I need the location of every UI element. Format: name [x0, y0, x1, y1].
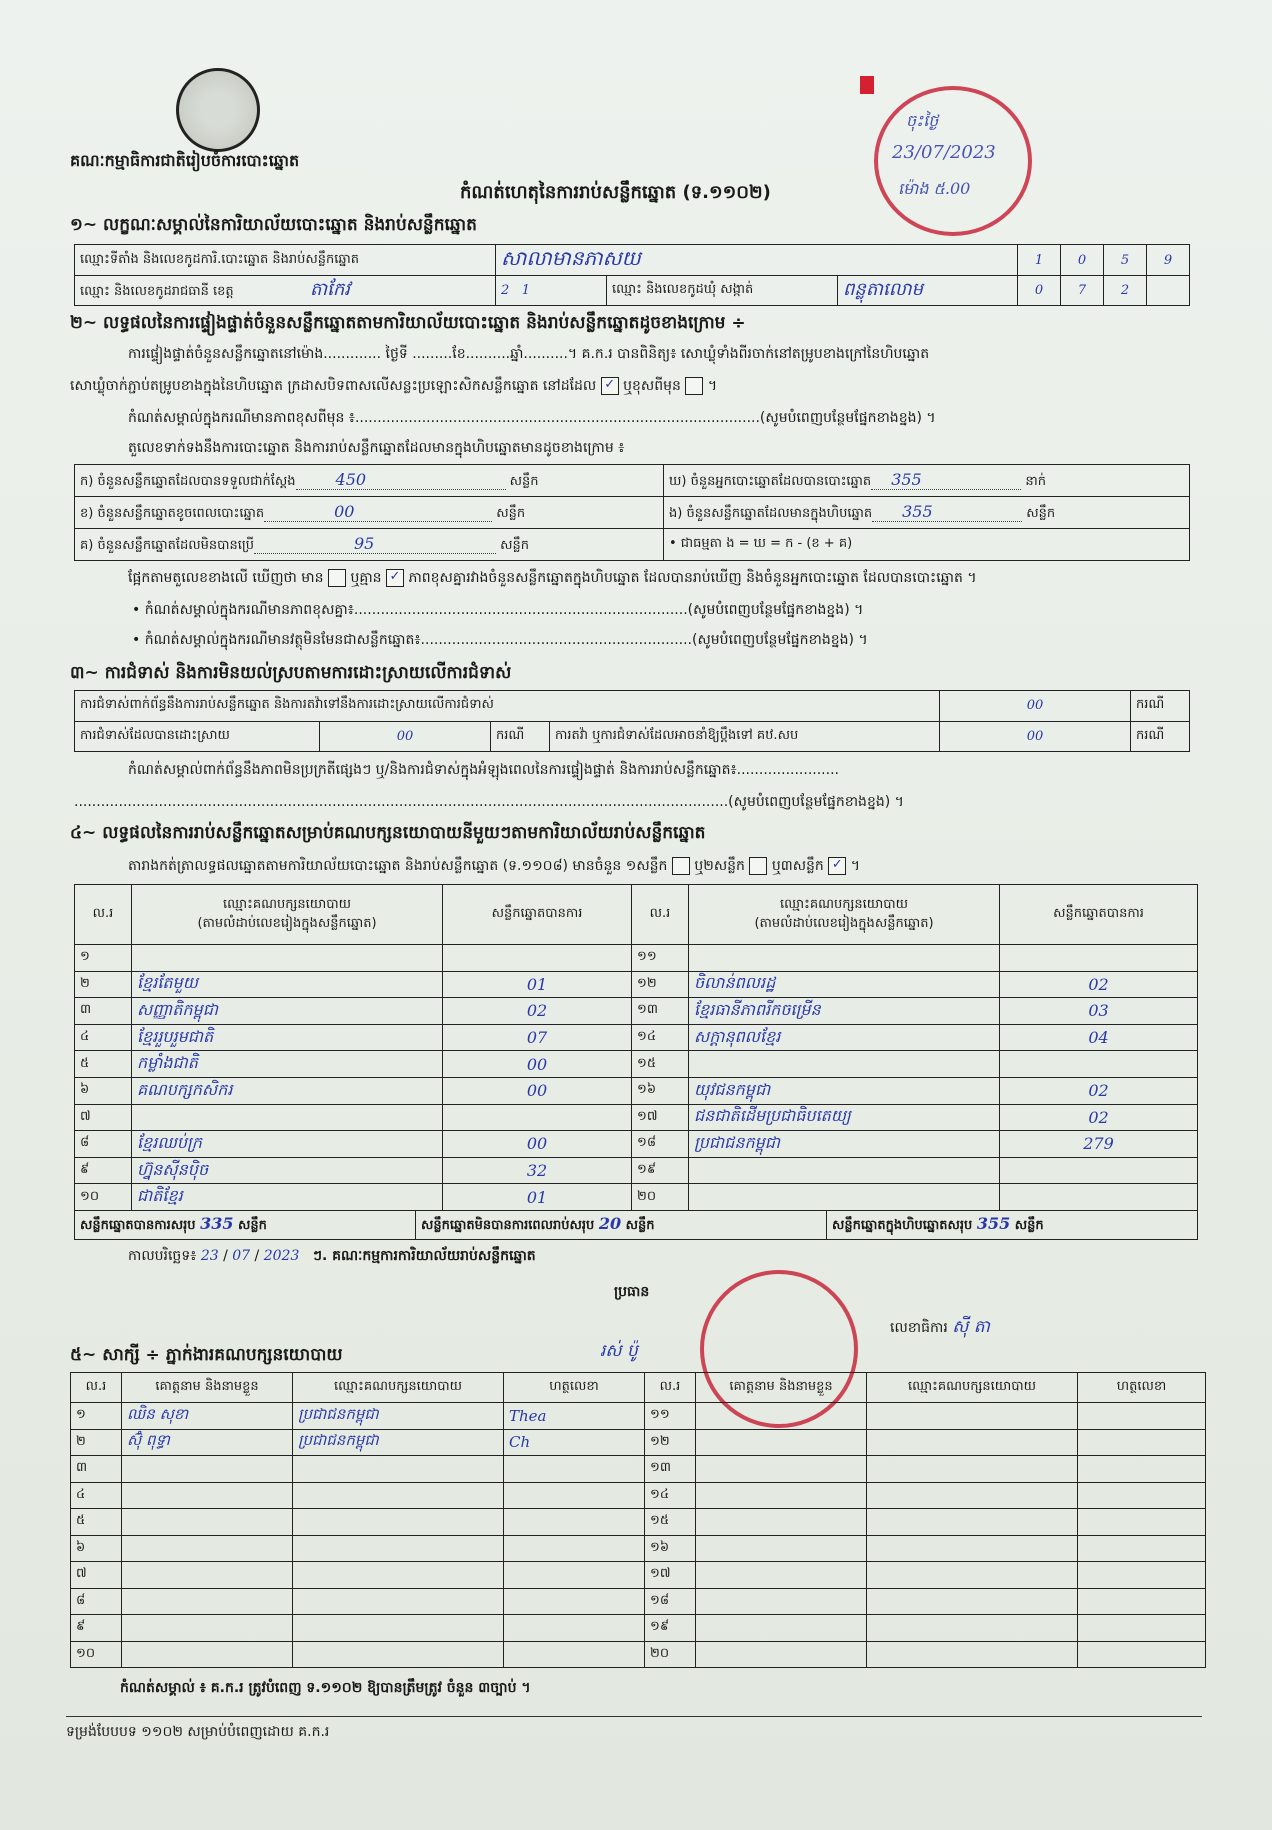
table-row — [71, 1641, 1206, 1668]
table-row — [75, 1184, 1198, 1211]
party-number: ៥ — [75, 1051, 132, 1078]
witness-party — [293, 1641, 504, 1668]
witness-signature — [1078, 1535, 1206, 1562]
witness-name — [696, 1588, 867, 1615]
witness-party — [867, 1641, 1078, 1668]
party-name: ខ្មែរធានីភាពរីកចម្រើន — [689, 998, 1000, 1025]
party-number: ១១ — [632, 945, 689, 972]
witness-party — [867, 1588, 1078, 1615]
party-name: ជនជាតិដើមប្រជាធិបតេយ្យ — [689, 1104, 1000, 1131]
witness-party — [293, 1588, 504, 1615]
witness-name — [122, 1588, 293, 1615]
witness-name — [696, 1615, 867, 1642]
table-row — [75, 1051, 1198, 1078]
footer-divider — [66, 1716, 1202, 1717]
witness-name — [122, 1615, 293, 1642]
witness-name — [696, 1403, 867, 1430]
party-votes — [443, 945, 632, 972]
table-row — [75, 1131, 1198, 1158]
witness-signature — [1078, 1403, 1206, 1430]
party-votes: 32 — [443, 1157, 632, 1184]
witness-party — [867, 1403, 1078, 1430]
total-valid-value: 335 — [200, 1214, 234, 1233]
witness-name — [122, 1535, 293, 1562]
witness-party — [867, 1535, 1078, 1562]
party-name: ចិលាន់ពលរដ្ឋ — [689, 971, 1000, 998]
witness-number: ១០ — [71, 1641, 122, 1668]
witness-party — [293, 1482, 504, 1509]
party-number: ១៨ — [632, 1131, 689, 1158]
party-number: ១៤ — [632, 1024, 689, 1051]
party-votes: 00 — [443, 1077, 632, 1104]
total-box-value: 355 — [976, 1214, 1011, 1233]
witness-name — [122, 1482, 293, 1509]
witness-signature — [504, 1588, 645, 1615]
chair-signature: រស់ ប៉ូ — [600, 1341, 638, 1361]
party-name: សក្តានុពលខ្មែរ — [689, 1024, 1000, 1051]
party-votes: 02 — [1000, 1077, 1198, 1104]
section4-title: ៤~ លទ្ធផលនៃការរាប់សន្លឹកឆ្នោតសម្រាប់គណបក្សនយោបាយនីមួយៗតាមការិយាល័យរាប់សន្លឹកឆ្នោត — [70, 823, 706, 843]
commune-name: ពន្លុតាលោម — [838, 276, 1018, 306]
table-row — [71, 1562, 1206, 1589]
witness-signature: Thea — [504, 1403, 645, 1430]
witness-signature — [1078, 1509, 1206, 1536]
witness-name: ស៊ុំ ពុទ្ធា — [122, 1429, 293, 1456]
witness-number: ៩ — [71, 1615, 122, 1642]
witness-signature — [1078, 1429, 1206, 1456]
party-number: ១៩ — [632, 1157, 689, 1184]
party-number: ១៦ — [632, 1077, 689, 1104]
party-number: ១៥ — [632, 1051, 689, 1078]
party-votes: 02 — [1000, 1104, 1198, 1131]
witness-signature — [504, 1535, 645, 1562]
witness-name — [122, 1456, 293, 1483]
witness-party — [293, 1509, 504, 1536]
witness-number: ៤ — [71, 1482, 122, 1509]
checkbox-icon[interactable]: ✓ — [386, 569, 404, 587]
witness-number: ២ — [71, 1429, 122, 1456]
witness-party — [867, 1456, 1078, 1483]
witness-signature — [1078, 1641, 1206, 1668]
party-number: ១ — [75, 945, 132, 972]
table-row — [71, 1509, 1206, 1536]
footer-form-id: ទម្រង់បែបបទ ១១០២ សម្រាប់បំពេញដោយ គ.ក.រ — [66, 1724, 330, 1740]
form-title: កំណត់ហេតុនៃការរាប់សន្លឹកឆ្នោត (ទ.១១០២) — [460, 182, 771, 203]
witness-party: ប្រជាជនកម្ពុជា — [293, 1429, 504, 1456]
party-votes — [1000, 945, 1198, 972]
secretary-signature: ស៊ី តា — [952, 1317, 990, 1337]
party-name: គណបក្សកសិករ — [132, 1077, 443, 1104]
party-name: ជាតិខ្មែរ — [132, 1184, 443, 1211]
witness-table: ល.រ គោត្តនាម និងនាមខ្លួន ឈ្មោះគណបក្សនយោបាយ ហត្ថលេខា ល.រ គោត្តនាម និងនាមខ្លួន ឈ្មោះគណបក្សនយោបាយ ហត្ថលេខា ១ ឈិន សុខា ប្រជាជនកម្ពុជា Thea ១១ ២ ស៊ុំ ពុទ្ធា ប្រជាជនកម្ពុជា Ch ១២ ៣ ១៣ ៤ ១៤ ៥ ១៥ ៦ ១៦ ៧ ១៧ ៨ ១៨ ៩ ១៩ ១០ ២០ — [70, 1372, 1206, 1668]
checkbox-icon[interactable]: ✓ — [601, 377, 619, 395]
witness-signature — [504, 1509, 645, 1536]
party-votes — [1000, 1051, 1198, 1078]
witness-number: ១២ — [645, 1429, 696, 1456]
party-votes: 01 — [443, 1184, 632, 1211]
party-votes: 02 — [443, 998, 632, 1025]
witness-party — [867, 1482, 1078, 1509]
party-name: ខ្មែរតែមួយ — [132, 971, 443, 998]
witness-name — [696, 1509, 867, 1536]
party-number: ២០ — [632, 1184, 689, 1211]
checkbox-icon[interactable] — [672, 857, 690, 875]
table-row — [71, 1615, 1206, 1642]
party-name: ហ្វ៊ុនស៊ីនប៉ិច — [132, 1157, 443, 1184]
witness-party — [293, 1535, 504, 1562]
section5-title: ៥~ សាក្សី ÷ ភ្នាក់ងារគណបក្សនយោបាយ — [70, 1345, 343, 1365]
table-row — [71, 1588, 1206, 1615]
party-name: យុវជនកម្ពុជា — [689, 1077, 1000, 1104]
party-name: ខ្មែរឈប់ក្រ — [132, 1131, 443, 1158]
witness-name — [122, 1641, 293, 1668]
totals-table: សន្លឹកឆ្នោតបានការសរុប 335 សន្លឹក សន្លឹកឆ្នោតមិនបានការពេលរាប់សរុប 20 សន្លឹក សន្លឹកឆ្នោតក្នុងហិបឆ្នោតសរុប 355 សន្លឹក — [74, 1210, 1198, 1240]
party-name — [689, 945, 1000, 972]
witness-party — [293, 1562, 504, 1589]
party-name: ប្រជាជនកម្ពុជា — [689, 1131, 1000, 1158]
section2-table: ក) ចំនួនសន្លឹកឆ្នោតដែលបានទទួលជាក់ស្តែង 450 សន្លឹក ឃ) ចំនួនអ្នកបោះឆ្នោតដែលបានបោះឆ្នោត 355 នាក់ ខ) ចំនួនសន្លឹកឆ្នោតខូចពេលបោះឆ្នោត 00 សន្លឹក ង) ចំនួនសន្លឹកឆ្នោតដែលមានក្នុងហិបឆ្នោត 355 សន្លឹក គ) ចំនួនសន្លឹកឆ្នោតដែលមិនបានប្រើ 95 សន្លឹក • ជាធម្មតា ង = ឃ = ក - (ខ + គ) — [74, 464, 1190, 561]
party-name: កម្លាំងជាតិ — [132, 1051, 443, 1078]
witness-name — [122, 1562, 293, 1589]
witness-number: ៧ — [71, 1562, 122, 1589]
party-number: ៦ — [75, 1077, 132, 1104]
party-votes — [443, 1104, 632, 1131]
total-invalid-value: 20 — [598, 1214, 622, 1233]
witness-number: ២០ — [645, 1641, 696, 1668]
party-number: ៧ — [75, 1104, 132, 1131]
witness-name: ឈិន សុខា — [122, 1403, 293, 1430]
checkbox-icon[interactable] — [328, 569, 346, 587]
checkbox-icon[interactable] — [749, 857, 767, 875]
party-name — [132, 1104, 443, 1131]
witness-number: ១៣ — [645, 1456, 696, 1483]
witness-signature — [1078, 1615, 1206, 1642]
party-number: ៣ — [75, 998, 132, 1025]
witness-party — [867, 1429, 1078, 1456]
witness-number: ១១ — [645, 1403, 696, 1430]
party-votes: 04 — [1000, 1024, 1198, 1051]
party-number: ៨ — [75, 1131, 132, 1158]
witness-name — [696, 1562, 867, 1589]
witness-party — [867, 1562, 1078, 1589]
party-name — [689, 1051, 1000, 1078]
table-row — [75, 998, 1198, 1025]
section1-table: ឈ្មោះទីតាំង និងលេខកូដការិ.បោះឆ្នោត និងរាប់សន្លឹកឆ្នោត សាលាមានភាសយ 1 0 5 9 ឈ្មោះ និងលេខកូដរាជធានី ខេត្ត តាកែវ 2 1 ឈ្មោះ និងលេខកូដឃុំ សង្កាត់ ពន្លុតាលោម 0 7 2 — [74, 244, 1190, 306]
party-number: ១២ — [632, 971, 689, 998]
party-votes — [1000, 1157, 1198, 1184]
witness-name — [696, 1429, 867, 1456]
party-votes: 07 — [443, 1024, 632, 1051]
section3-title: ៣~ ការជំទាស់ និងការមិនយល់ស្របតាមការដោះស្រាយលើការជំទាស់ — [70, 663, 512, 683]
table-row — [71, 1482, 1206, 1509]
polling-station-name: សាលាមានភាសយ — [496, 245, 1018, 276]
witness-number: ១៦ — [645, 1535, 696, 1562]
party-name — [132, 945, 443, 972]
party-votes: 00 — [443, 1051, 632, 1078]
table-row — [75, 1104, 1198, 1131]
witness-signature — [504, 1482, 645, 1509]
witness-number: ១៧ — [645, 1562, 696, 1589]
witness-number: ១ — [71, 1403, 122, 1430]
party-number: ៤ — [75, 1024, 132, 1051]
witness-name — [696, 1456, 867, 1483]
table-row — [75, 1024, 1198, 1051]
witness-signature — [1078, 1482, 1206, 1509]
witness-name — [696, 1535, 867, 1562]
witness-name — [696, 1641, 867, 1668]
party-number: ១៧ — [632, 1104, 689, 1131]
party-name — [689, 1184, 1000, 1211]
witness-signature — [504, 1641, 645, 1668]
table-row — [75, 971, 1198, 998]
table-row — [75, 1077, 1198, 1104]
witness-party: ប្រជាជនកម្ពុជា — [293, 1403, 504, 1430]
witness-signature — [504, 1456, 645, 1483]
witness-number: ៦ — [71, 1535, 122, 1562]
flag-icon — [860, 76, 874, 94]
witness-number: ៨ — [71, 1588, 122, 1615]
province-name: តាកែវ — [310, 279, 350, 300]
emblem-icon — [176, 68, 260, 152]
section3-table: ការជំទាស់ពាក់ព័ន្ធនឹងការរាប់សន្លឹកឆ្នោត និងការតវ៉ាទៅនឹងការដោះស្រាយលើការជំទាស់ 00 ករណី ការជំទាស់ដែលបានដោះស្រាយ 00 ករណី ការតវ៉ា ឬការជំទាស់ដែលអាចនាំឱ្យប្តឹងទៅ គឋ.សប 00 ករណី — [74, 690, 1190, 752]
witness-signature — [504, 1615, 645, 1642]
table-row — [75, 945, 1198, 972]
witness-name — [122, 1509, 293, 1536]
party-votes: 00 — [443, 1131, 632, 1158]
party-number: ១៣ — [632, 998, 689, 1025]
table-row — [71, 1535, 1206, 1562]
form-sheet: គណៈកម្មាធិការជាតិរៀបចំការបោះឆ្នោត ចុះថ្ងៃ 23/07/2023 ម៉ោង ៥.00 កំណត់ហេតុនៃការរាប់សន្លឹកឆ្នោត (ទ.១១០២) ១~ លក្ខណៈសម្គាល់នៃការិយាល័យបោះឆ្នោត និងរាប់សន្លឹកឆ្នោត ឈ្មោះទីតាំង និងលេខកូដការិ.បោះឆ្នោត និងរាប់សន្លឹកឆ្នោត សាលាមានភាសយ 1 0 5 9 ឈ្មោះ និងលេខកូដរាជធានី ខេត្ត តាកែវ 2 1 ឈ្មោះ និងលេខកូដឃុំ សង្កាត់ ពន្លុតាលោម 0 7 2 ២~ លទ្ធផលនៃការផ្ទៀងផ្ទាត់ចំនួនសន្លឹកឆ្នោតតាមការិយាល័យបោះឆ្នោត និងរាប់សន្លឹកឆ្នោតដូចខាងក្រោម ÷ ការផ្ទៀងផ្ទាត់ចំនួនសន្លឹកឆ្នោតនៅម៉ោង............. ថ្ងៃទី .........ខែ..........ឆ្នាំ..........។ គ.ក.រ បានពិនិត្យ៖ សោឃ្លុំទាំងពីរចាក់នៅតម្រូបខាងក្រៅនៃហិបឆ្នោត សោឃ្លុំចាក់ភ្ជាប់តម្រូបខាងក្នុងនៃហិបឆ្នោត ក្រដាសបិទពាសលើសន្លះប្រឡោះសិកសន្លឹកឆ្នោត នៅដដែល ✓ ឬខុសពីមុន ។ កំណត់សម្គាល់ក្នុងករណីមានភាពខុសពីមុន ៖...........................................................................................(សូមបំពេញបន្ថែមផ្នែកខាងខ្នង) ។ តួលេខទាក់ទងនឹងការបោះឆ្នោត និងការរាប់សន្លឹកឆ្នោតដែលមានក្នុងហិបឆ្នោតមានដូចខាងក្រោម ៖ ក) ចំនួនសន្លឹកឆ្នោតដែលបានទទួលជាក់ស្តែង 450 សន្លឹក ឃ) ចំនួនអ្នកបោះឆ្នោតដែលបានបោះឆ្នោត 355 នាក់ ខ) ចំនួនសន្លឹកឆ្នោតខូចពេលបោះឆ្នោត 00 សន្លឹក ង) ចំនួនសន្លឹកឆ្នោតដែលមានក្នុងហិបឆ្នោត 355 សន្លឹក គ) ចំនួនសន្លឹកឆ្នោតដែលមិនបានប្រើ 95 សន្លឹក • ជាធម្មតា ង = ឃ = ក - (ខ + គ) ផ្អែកតាមតួលេខខាងលើ ឃើញថា មាន ឬគ្មាន ✓ ភាពខុសគ្នារវាងចំនួនសន្លឹកឆ្នោតក្នុងហិបឆ្នោត ដែលបានរាប់ឃើញ និងចំនួនអ្នកបោះឆ្នោត ដែលបានបោះឆ្នោត ។ • កំណត់សម្គាល់ក្នុងករណីមានភាពខុសគ្នា៖...........................................................................(សូមបំពេញបន្ថែមផ្នែកខាងខ្នង) ។ • កំណត់សម្គាល់ក្នុងករណីមានវត្ថុមិនមែនជាសន្លឹកឆ្នោត៖.............................................................(សូមបំពេញបន្ថែមផ្នែកខាងខ្នង) ។ ៣~ ការជំទាស់ និងការមិនយល់ស្របតាមការដោះស្រាយលើការជំទាស់ ការជំទាស់ពាក់ព័ន្ធនឹងការរាប់សន្លឹកឆ្នោត និងការតវ៉ាទៅនឹងការដោះស្រាយលើការជំទាស់ 00 ករណី ការជំទាស់ដែលបានដោះស្រាយ 00 ករណី ការតវ៉ា ឬការជំទាស់ដែលអាចនាំឱ្យប្តឹងទៅ គឋ.សប 00 ករណី កំណត់សម្គាល់ពាក់ព័ន្ធនឹងភាពមិនប្រក្រតីផ្សេងៗ ឬ/និងការជំទាស់ក្នុងអំឡុងពេលនៃការផ្ទៀងផ្ទាត់ និងការរាប់សន្លឹកឆ្នោត៖....................... ...................................................................................................................................................(សូមបំពេញបន្ថែមផ្នែកខាងខ្នង) ។ ៤~ លទ្ធផលនៃការរាប់សន្លឹកឆ្នោតសម្រាប់គណបក្សនយោបាយនីមួយៗតាមការិយាល័យរាប់សន្លឹកឆ្នោត តារាងកត់ត្រាលទ្ធផលឆ្នោតតាមការិយាល័យបោះឆ្នោត និងរាប់សន្លឹកឆ្នោត (ទ.១១០៨) មានចំនួន ១សន្លឹក ឬ២សន្លឹក ឬ៣សន្លឹក ✓ ។ ល.រ ឈ្មោះគណបក្សនយោបាយ (តាមលំដាប់លេខរៀងក្នុងសន្លឹកឆ្នោត) សន្លឹកឆ្នោតបានការ ល.រ ឈ្មោះគណបក្សនយោបាយ (តាមលំដាប់លេខរៀងក្នុងសន្លឹកឆ្នោត) សន្លឹកឆ្នោតបានការ ១ ១១ ២ ខ្មែរតែមួយ 01 ១២ ចិលាន់ពលរដ្ឋ 02 ៣ សញ្ញាតិកម្ពុជា 02 ១៣ ខ្មែរធានីភាពរីកចម្រើន 03 ៤ ខ្មែររួបរួមជាតិ 07 ១៤ សក្តានុពលខ្មែរ 04 ៥ កម្លាំងជាតិ 00 ១៥ ៦ គណបក្សកសិករ 00 ១៦ យុវជនកម្ពុជា 02 ៧ ១៧ ជនជាតិដើមប្រជាធិបតេយ្យ 02 ៨ ខ្មែរឈប់ក្រ 00 ១៨ ប្រជាជនកម្ពុជា 279 ៩ ហ្វ៊ុនស៊ីនប៉ិច 32 ១៩ ១០ ជាតិខ្មែរ 01 ២០ សន្លឹកឆ្នោតបានការសរុប 335 សន្លឹក សន្លឹកឆ្នោតមិនបានការពេលរាប់សរុប 20 សន្លឹក សន្លឹកឆ្នោតក្នុងហិបឆ្នោតសរុប 355 សន្លឹក កាលបរិច្ឆេទ៖ 23 / 07 / 2023 ៗ. គណៈកម្មការការិយាល័យរាប់សន្លឹកឆ្នោត ប្រធាន រស់ ប៉ូ លេខាធិការ ស៊ី តា ៥~ សាក្សី ÷ ភ្នាក់ងារគណបក្សនយោបាយ ល.រ គោត្តនាម និងនាមខ្លួន ឈ្មោះគណបក្សនយោបាយ ហត្ថលេខា ល.រ គោត្តនាម និងនាមខ្លួន ឈ្មោះគណបក្សនយោបាយ ហត្ថលេខា ១ ឈិន សុខា ប្រជាជនកម្ពុជា Thea ១១ ២ ស៊ុំ ពុទ្ធា ប្រជាជនកម្ពុជា Ch ១២ ៣ ១៣ ៤ ១៤ ៥ ១៥ ៦ ១៦ ៧ ១៧ ៨ ១៨ ៩ ១៩ ១០ ២០ កំណត់សម្គាល់ ៖ គ.ក.រ ត្រូវបំពេញ ទ.១១០២ ឱ្យបានត្រឹមត្រូវ ចំនួន ៣ច្បាប់ ។ ទម្រង់បែបបទ ១១០២ សម្រាប់បំពេញដោយ គ.ក.រ — [0, 0, 1272, 1830]
witness-party — [867, 1615, 1078, 1642]
footer-note: កំណត់សម្គាល់ ៖ គ.ក.រ ត្រូវបំពេញ ទ.១១០២ ឱ្យបានត្រឹមត្រូវ ចំនួន ៣ច្បាប់ ។ — [120, 1680, 531, 1696]
table-row — [71, 1456, 1206, 1483]
table-row — [71, 1429, 1206, 1456]
party-number: ១០ — [75, 1184, 132, 1211]
witness-signature: Ch — [504, 1429, 645, 1456]
witness-signature — [1078, 1588, 1206, 1615]
party-votes: 02 — [1000, 971, 1198, 998]
party-votes — [1000, 1184, 1198, 1211]
committee-name: គណៈកម្មាធិការជាតិរៀបចំការបោះឆ្នោត — [70, 151, 300, 170]
table-row — [75, 1157, 1198, 1184]
party-votes: 01 — [443, 971, 632, 998]
witness-party — [293, 1456, 504, 1483]
checkbox-icon[interactable]: ✓ — [828, 857, 846, 875]
witness-signature — [504, 1562, 645, 1589]
party-votes: 279 — [1000, 1131, 1198, 1158]
results-table: ល.រ ឈ្មោះគណបក្សនយោបាយ (តាមលំដាប់លេខរៀងក្នុងសន្លឹកឆ្នោត) សន្លឹកឆ្នោតបានការ ល.រ ឈ្មោះគណបក្សនយោបាយ (តាមលំដាប់លេខរៀងក្នុងសន្លឹកឆ្នោត) សន្លឹកឆ្នោតបានការ ១ ១១ ២ ខ្មែរតែមួយ 01 ១២ ចិលាន់ពលរដ្ឋ 02 ៣ សញ្ញាតិកម្ពុជា 02 ១៣ ខ្មែរធានីភាពរីកចម្រើន 03 ៤ ខ្មែររួបរួមជាតិ 07 ១៤ សក្តានុពលខ្មែរ 04 ៥ កម្លាំងជាតិ 00 ១៥ ៦ គណបក្សកសិករ 00 ១៦ យុវជនកម្ពុជា 02 ៧ ១៧ ជនជាតិដើមប្រជាធិបតេយ្យ 02 ៨ ខ្មែរឈប់ក្រ 00 ១៨ ប្រជាជនកម្ពុជា 279 ៩ ហ្វ៊ុនស៊ីនប៉ិច 32 ១៩ ១០ ជាតិខ្មែរ 01 ២០ — [74, 884, 1198, 1211]
witness-number: ១៤ — [645, 1482, 696, 1509]
witness-number: ១៥ — [645, 1509, 696, 1536]
witness-party — [293, 1615, 504, 1642]
party-name: សញ្ញាតិកម្ពុជា — [132, 998, 443, 1025]
witness-number: ១៨ — [645, 1588, 696, 1615]
section2-title: ២~ លទ្ធផលនៃការផ្ទៀងផ្ទាត់ចំនួនសន្លឹកឆ្នោតតាមការិយាល័យបោះឆ្នោត និងរាប់សន្លឹកឆ្នោតដូចខាងក្រោម ÷ — [70, 313, 746, 333]
party-name — [689, 1157, 1000, 1184]
witness-number: ៥ — [71, 1509, 122, 1536]
received-stamp: ចុះថ្ងៃ 23/07/2023 ម៉ោង ៥.00 — [874, 86, 1032, 236]
witness-number: ៣ — [71, 1456, 122, 1483]
witness-party — [867, 1509, 1078, 1536]
party-votes: 03 — [1000, 998, 1198, 1025]
party-number: ៩ — [75, 1157, 132, 1184]
signing-date: កាលបរិច្ឆេទ៖ 23 / 07 / 2023 ៗ. គណៈកម្មការការិយាល័យរាប់សន្លឹកឆ្នោត — [128, 1248, 536, 1264]
witness-signature — [1078, 1456, 1206, 1483]
witness-number: ១៩ — [645, 1615, 696, 1642]
party-name: ខ្មែររួបរួមជាតិ — [132, 1024, 443, 1051]
table-row — [71, 1403, 1206, 1430]
checkbox-icon[interactable] — [685, 377, 703, 395]
section1-title: ១~ លក្ខណៈសម្គាល់នៃការិយាល័យបោះឆ្នោត និងរាប់សន្លឹកឆ្នោត — [70, 215, 477, 235]
witness-name — [696, 1482, 867, 1509]
witness-signature — [1078, 1562, 1206, 1589]
party-number: ២ — [75, 971, 132, 998]
